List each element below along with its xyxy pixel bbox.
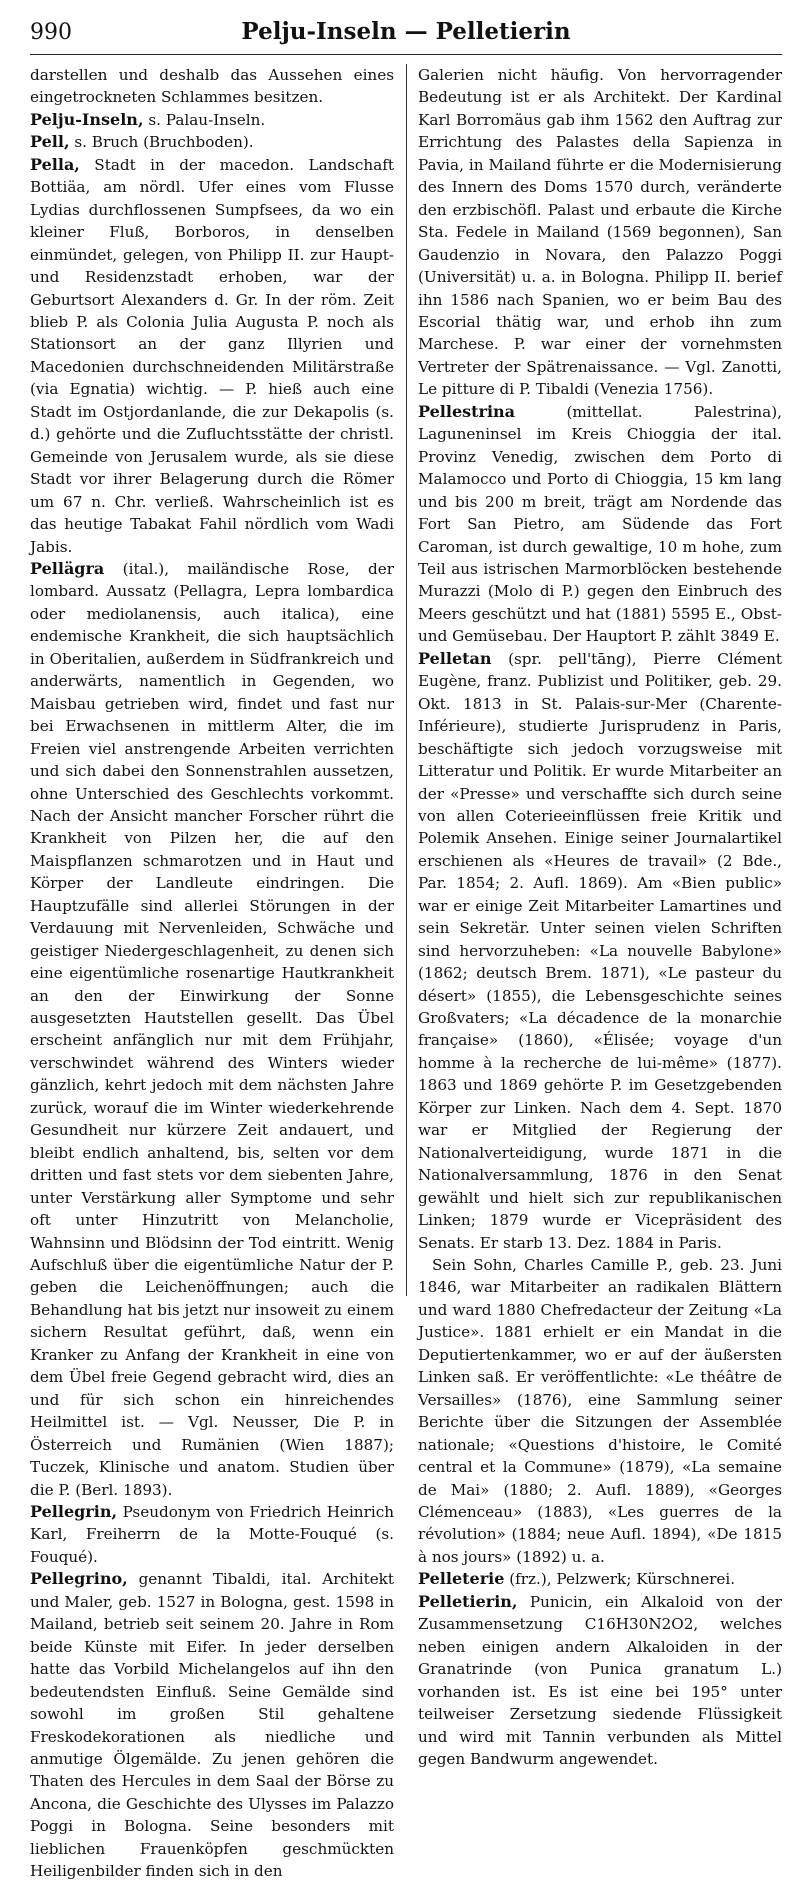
dictionary-entry xyxy=(30,558,394,1501)
entry-text: Galerien nicht häufig. Von hervorragender Bedeutung ist er als Architekt. Der Kardinal Karl Borromäus gab ihm 1562 den Auftrag zur Errichtung des Palastes della Sapienza in Pavia, in Mailand führte er die Modernisierung des Innern des Doms 1570 durch, veränderte den erzbischöfl. Palast und erbaute die Kirche Sta. Fedele in Mailand (1569 begonnen), San Gaudenzio in Novara, den Palazzo Poggi (Universität) u. a. in Bologna. Philipp II. berief ihn 1586 nach Spanien, wo er beim Bau des Escorial thätig war, und erhob ihn zum Marchese. P. war einer der vornehmsten Vertreter der Spätrenaissance. — Vgl. Zanotti, Le pitture di P. Tibaldi (Venezia 1756). xyxy=(418,66,782,399)
entry-headword: Pelju-Inseln, xyxy=(30,109,144,129)
entry-text: genannt Tibaldi, ital. Architekt und Maler, geb. 1527 in Bologna, gest. 1598 in Mailand, betrieb seit seinem 20. Jahre in Rom beide Künste mit Eifer. In jeder derselben hatte das Vorbild Michelangelos auf ihn den bedeutendsten Einfluß. Seine Gemälde sind sowohl im großen Stil gehaltene Freskodekorationen als niedliche und anmutige Ölgemälde. Zu jenen gehören die Thaten des Hercules in dem Saal der Börse zu Ancona, die Geschichte des Ulysses im Palazzo Poggi in Bologna. Seine besonders mit lieblichen Frauenköpfen geschmückten Heiligenbilder finden sich in den xyxy=(30,1570,394,1881)
page-header xyxy=(30,14,782,55)
entry-headword: Pellegrin, xyxy=(30,1502,118,1521)
entry-text: (spr. pell'tāng), Pierre Clément Eugène, franz. Publizist und Politiker, geb. 29. Okt. 1813 in St. Palais-sur-Mer (Charente-Inférieure), studierte Jurisprudenz in Paris, beschäftigte sich jedoch vorzugsweise mit Litteratur und Politik. Er wurde Mitarbeiter an der «Presse» und verschaffte sich durch seine von allen Coterieeinflüssen freie Kritik und Polemik Ansehen. Einige seiner Journalartikel erschienen als «Heures de travail» (2 Bde., Par. 1854; 2. Aufl. 1869). Am «Bien public» war er einige Zeit Mitarbeiter Lamartines und sein Sekretär. Unter seinen vielen Schriften sind hervorzuheben: «La nouvelle Babylone» (1862; deutsch Brem. 1871), «Le pasteur du désert» (1855), die Lebensgeschichte seines Großvaters; «La décadence de la monarchie française» (1860), «Élisée; voyage d'un homme à la recherche de lui-même» (1877). 1863 und 1869 gehörte P. im Gesetzgebenden Körper zur Linken. Nach dem 4. Sept. 1870 war er Mitglied der Regierung der Nationalverteidigung, wurde 1871 in die Nationalversammlung, 1876 in den Senat gewählt und hielt sich zur republikanischen Linken; 1879 wurde er Vicepräsident des Senats. Er starb 13. Dez. 1884 in Paris. xyxy=(418,649,782,1252)
running-head: Pelju-Inseln — Pelletierin xyxy=(241,18,571,45)
entry-text: Punicin, ein Alkaloid von der Zusammensetzung C16H30N2O2, welches neben einigen andern Alkaloiden in der Granatrinde (von Punica granatum L.) vorhanden ist. Es ist eine bei 195° unter teilweiser Zersetzung siedende Flüssigkeit und wird mit Tannin verbunden als Mittel gegen Bandwurm angewendet. xyxy=(418,1592,782,1768)
dictionary-entry xyxy=(30,109,394,131)
entry-text: darstellen und deshalb das Aussehen eines eingetrockneten Schlammes besitzen. xyxy=(30,66,394,107)
dictionary-entry xyxy=(418,64,782,401)
entry-headword: Pellegrino, xyxy=(30,1569,128,1589)
dictionary-entry xyxy=(30,154,394,558)
entry-headword: Pelletierin, xyxy=(418,1591,518,1611)
entry-text: (mittellat. Palestrina), Laguneninsel im Kreis Chioggia der ital. Provinz Venedig, zwischen dem Porto di Malamocco und Porto di Chioggia, 15 km lang und bis 200 m breit, trägt am Nordende das Fort San Pietro, am Südende das Fort Caroman, ist durch gewaltige, 10 m hohe, zum Teil aus istrischen Marmorblöcken bestehende Murazzi (Molo di P.) gegen den Einbruch des Meers geschützt und hat (1881) 5595 E., Obst- und Gemüsebau. Der Hauptort P. zählt 3849 E. xyxy=(418,402,782,646)
column-divider xyxy=(406,64,407,1296)
left-column xyxy=(30,64,394,1881)
entry-headword: Pelleterie xyxy=(418,1569,505,1589)
entry-text: Sein Sohn, Charles Camille P., geb. 23. Juni 1846, war Mitarbeiter an radikalen Blättern und ward 1880 Chefredacteur der Zeitung «La Justice». 1881 erhielt er ein Mandat in die Deputiertenkammer, wo er auf der äußersten Linken saß. Er veröffentlichte: «Le théâtre de Versailles» (1876), eine Sammlung seiner Berichte über die Sitzungen der Assemblée nationale; «Questions d'histoire, le Comité central et la Commune» (1879), «La semaine de Mai» (1880; 2. Aufl. 1889), «Georges Clémenceau» (1883), «Les guerres de la révolution» (1884; neue Aufl. 1894), «De 1815 à nos jours» (1892) u. a. xyxy=(418,1256,782,1566)
right-column xyxy=(418,64,782,1768)
entry-text: (ital.), mailändische Rose, der lombard. Aussatz (Pellagra, Lepra lombardica oder mediolanensis, auch italica), eine endemische Krankheit, die sich hauptsächlich in Oberitalien, außerdem in Südfrankreich und anderwärts, namentlich in Gegenden, wo Maisbau getrieben wird, findet und fast nur bei Erwachsenen in mittlerm Alter, die im Freien viel anstrengende Arbeiten verrichten und sich dabei den Sonnenstrahlen aussetzen, ohne Unterschied des Geschlechts vorkommt. Nach der Ansicht mancher Forscher rührt die Krankheit von Pilzen her, die auf den Maispflanzen schmarotzen und in Haut und Körper der Landleute eindringen. Die Hauptzufälle sind allerlei Störungen in der Verdauung mit Nervenleiden, Schwäche und geistiger Niedergeschlagenheit, zu denen sich eine eigentümliche rosenartige Hautkrankheit an den der Einwirkung der Sonne ausgesetzten Hautstellen gesellt. Das Übel erscheint anfänglich nur mit dem Frühjahr, verschwindet während des Winters wieder gänzlich, kehrt jedoch mit dem nächsten Jahre zurück, worauf die im Winter wiederkehrende Gesundheit nur kürzere Zeit andauert, und bleibt endlich anhaltend, bis, selten vor dem dritten und fast stets vor dem siebenten Jahre, unter Verstärkung aller Symptome und sehr oft unter Hinzutritt von Melancholie, Wahnsinn und Blödsinn der Tod eintritt. Wenig Aufschluß über die eigentümliche Natur der P. geben die Leichenöffnungen; auch die Behandlung hat bis jetzt nur insoweit zu einem sichern Resultat geführt, daß, wenn ein Kranker zu Anfang der Krankheit in eine von dem Übel freie Gegend gebracht wird, dies an und für sich schon ein hinreichendes Heilmittel ist. — Vgl. Neusser, Die P. in Österreich und Rumänien (Wien 1887); Tuczek, Klinische und anatom. Studien über die P. (Berl. 1893). xyxy=(30,559,394,1499)
dictionary-entry xyxy=(418,648,782,1254)
entry-text: (frz.), Pelzwerk; Kürschnerei. xyxy=(504,1570,736,1589)
entry-headword: Pellestrina xyxy=(418,401,516,421)
dictionary-entry xyxy=(418,1568,782,1590)
entry-headword: Pellägra xyxy=(30,558,105,578)
dictionary-entry xyxy=(30,1568,394,1882)
dictionary-entry xyxy=(418,1591,782,1771)
dictionary-entry xyxy=(30,1501,394,1568)
dictionary-entry xyxy=(30,131,394,153)
entry-headword: Pella, xyxy=(30,154,80,174)
entry-text: s. Palau-Inseln. xyxy=(143,110,266,129)
two-column-body xyxy=(30,64,782,1881)
dictionary-entry xyxy=(30,64,394,109)
entry-headword: Pelletan xyxy=(418,648,492,668)
entry-text: s. Bruch (Bruchboden). xyxy=(69,133,254,152)
entry-headword: Pell, xyxy=(30,132,70,152)
dictionary-entry xyxy=(418,1254,782,1568)
page-number: 990 xyxy=(30,20,72,45)
dictionary-entry xyxy=(418,401,782,648)
entry-text: Pseudonym von Friedrich Heinrich Karl, Freiherrn de la Motte-Fouqué (s. Fouqué). xyxy=(30,1503,394,1566)
entry-text: Stadt in der macedon. Landschaft Bottiäa, am nördl. Ufer eines vom Flusse Lydias durchflossenen Sumpfsees, da wo ein kleiner Fluß, Borboros, in denselben einmündet, gelegen, von Philipp II. zur Haupt- und Residenzstadt erhoben, war der Geburtsort Alexanders d. Gr. In der röm. Zeit blieb P. als Colonia Julia Augusta P. noch als Stationsort an der ganz Illyrien und Macedonien durchschneidenden Militärstraße (via Egnatia) wichtig. — P. hieß auch eine Stadt im Ostjordanlande, die zur Dekapolis (s. d.) gehörte und die Zufluchtsstätte der christl. Gemeinde von Jerusalem wurde, als sie diese Stadt vor ihrer Belagerung durch die Römer um 67 n. Chr. verließ. Wahrscheinlich ist es das heutige Tabakat Fahil nördlich vom Wadi Jabis. xyxy=(30,155,394,556)
